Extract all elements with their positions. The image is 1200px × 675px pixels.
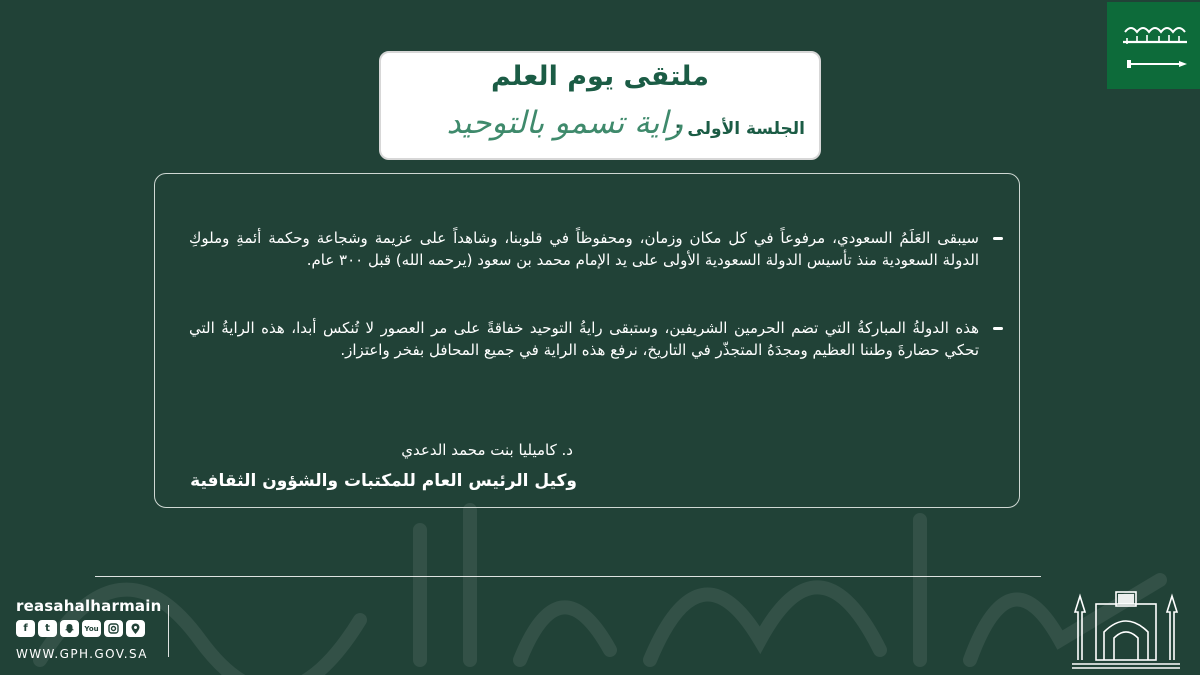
location-icon[interactable]	[126, 620, 145, 637]
session-name: راية تسمو بالتوحيد	[446, 105, 683, 141]
presidency-emblem-icon	[1066, 582, 1186, 672]
session-label: الجلسة الأولى :	[674, 119, 805, 139]
twitter-icon[interactable]: t	[38, 620, 57, 637]
page-title: ملتقى يوم العلم	[491, 61, 709, 92]
signature-title: وكيل الرئيس العام للمكتبات والشؤون الثقافية	[190, 471, 577, 491]
instagram-icon[interactable]	[104, 620, 123, 637]
content-card	[154, 173, 1020, 508]
social-handle[interactable]: reasahalharmain	[16, 597, 162, 615]
bullet-icon	[993, 237, 1003, 240]
bullet-icon	[993, 327, 1003, 330]
snapchat-icon[interactable]	[60, 620, 79, 637]
website-link[interactable]: WWW.GPH.GOV.SA	[16, 647, 148, 661]
saudi-flag-icon	[1107, 2, 1200, 89]
header-card	[379, 51, 821, 160]
youtube-icon[interactable]: You	[82, 620, 101, 637]
paragraph-1: سيبقى العَلَمُ السعودي، مرفوعاً في كل مكان وزمان، ومحفوظاً في قلوبنا، وشاهداً على عزيمة وشجاعة وحكمة أئمةِ وملوكِ الدولة السعودية منذ تأسيس الدولة السعودية الأولى على يد الإمام محمد بن سعود (يرحمه الله) قبل ٣٠٠ عام.	[189, 229, 979, 269]
footer-divider	[95, 576, 1041, 577]
footer-vertical-divider	[168, 605, 169, 657]
facebook-icon[interactable]: f	[16, 620, 35, 637]
paragraph-2: هذه الدولةُ المباركةُ التي تضم الحرمين الشريفين، وستبقى رايةُ التوحيد خفاقةً على مر العصور لا تُنكس أبدا، هذه الرايةُ التي تحكي حضارةَ وطننا العظيم ومجدَهُ المتجذّر في التاريخ، نرفع هذه الراية في جميع المحافل بفخر واعتزاز.	[189, 319, 979, 359]
social-icons	[16, 620, 145, 637]
signature-name: د. كاميليا بنت محمد الدعدي	[401, 441, 573, 459]
